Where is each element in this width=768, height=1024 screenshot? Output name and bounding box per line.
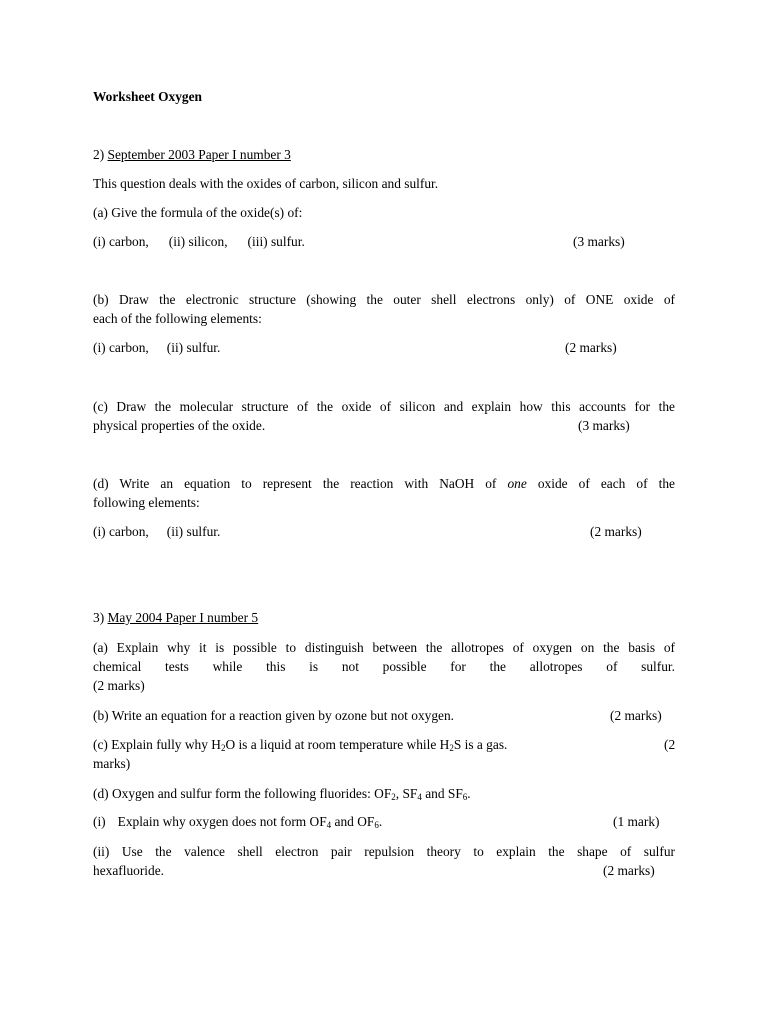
q3di-label: (i) xyxy=(93,814,106,829)
q3-source: May 2004 Paper I number 5 xyxy=(107,610,259,625)
q2b-item: (i) carbon, xyxy=(93,340,149,355)
q2b-line1: (b) Draw the electronic structure (showing the outer shell electrons only) of ONE oxide of xyxy=(93,292,675,307)
q2a-item: (iii) sulfur. xyxy=(247,234,305,249)
q3di-part: . xyxy=(378,814,383,829)
q3a-line2: chemical tests while this is not possible for the allotropes of sulfur. xyxy=(93,659,675,674)
q2d-line2: following elements: xyxy=(93,495,200,510)
q3c-part: O is a liquid at room temperature while H xyxy=(225,737,450,752)
q3b-marks: (2 marks) xyxy=(610,708,662,723)
q2-intro: This question deals with the oxides of carbon, silicon and sulfur. xyxy=(93,176,439,191)
q3b-text: (b) Write an equation for a reaction given by ozone but not oxygen. xyxy=(93,708,455,723)
q3dii-line2: hexafluoride. xyxy=(93,863,165,878)
q3c-marks-close: marks) xyxy=(93,756,131,771)
q2a-item: (i) carbon, xyxy=(93,234,149,249)
q3di-marks: (1 mark) xyxy=(613,814,660,829)
q2d-item: (ii) sulfur. xyxy=(166,524,221,539)
q2a-item: (ii) silicon, xyxy=(168,234,228,249)
q2d-line1-end: oxide of each of the xyxy=(537,476,675,491)
q2-number: 2) xyxy=(93,147,105,162)
q2a-text: (a) Give the formula of the oxide(s) of: xyxy=(93,205,303,220)
q3d-part: . xyxy=(467,786,471,801)
q3c-part: S is a gas. xyxy=(453,737,508,752)
q3c-subscript: 2 xyxy=(220,743,226,753)
q2d-emphasis: one xyxy=(507,476,527,491)
q2d-items xyxy=(93,522,220,541)
q2b-line2: each of the following elements: xyxy=(93,311,262,326)
q3d-part: , SF xyxy=(395,786,418,801)
q2c-line2: physical properties of the oxide. xyxy=(93,418,266,433)
q3-heading xyxy=(93,608,258,627)
q2d-line1-start: (d) Write an equation to represent the reaction with NaOH of xyxy=(93,476,497,491)
q2c-line1: (c) Draw the molecular structure of the oxide of silicon and explain how this accounts for the xyxy=(93,399,675,414)
q3di-text xyxy=(93,812,382,831)
q3-number: 3) xyxy=(93,610,105,625)
q3d-part: (d) Oxygen and sulfur form the following fluorides: OF xyxy=(93,786,392,801)
q2-heading xyxy=(93,145,291,164)
q3d-subscript: 6 xyxy=(462,792,468,802)
q2a-items xyxy=(93,232,305,251)
q2-source: September 2003 Paper I number 3 xyxy=(107,147,291,162)
q2b-marks: (2 marks) xyxy=(565,340,617,355)
q3dii-line1: (ii) Use the valence shell electron pair repulsion theory to explain the shape of sulfur xyxy=(93,844,675,859)
q3di-part: and OF xyxy=(331,814,375,829)
q3d-text xyxy=(93,784,471,803)
q3d-subscript: 2 xyxy=(391,792,396,802)
q3c-subscript: 2 xyxy=(449,743,454,753)
q3c-part: (c) Explain fully why H xyxy=(93,737,221,752)
q2b-item: (ii) sulfur. xyxy=(166,340,221,355)
q2d-line1 xyxy=(93,474,675,493)
page-title: Worksheet Oxygen xyxy=(93,89,202,104)
q2a-marks: (3 marks) xyxy=(573,234,625,249)
q3d-part: and SF xyxy=(421,786,463,801)
q3d-subscript: 4 xyxy=(417,792,422,802)
q3a-line1: (a) Explain why it is possible to distinguish between the allotropes of oxygen on the basis of xyxy=(93,640,675,655)
q3di-subscript: 6 xyxy=(374,820,379,830)
q3c-marks-open: (2 xyxy=(664,737,676,752)
q2d-item: (i) carbon, xyxy=(93,524,149,539)
q3di-part: Explain why oxygen does not form OF xyxy=(117,814,327,829)
q3c-text xyxy=(93,735,507,754)
q3di-subscript: 4 xyxy=(326,820,332,830)
q2d-marks: (2 marks) xyxy=(590,524,642,539)
q2c-marks: (3 marks) xyxy=(578,418,630,433)
q3a-marks: (2 marks) xyxy=(93,678,145,693)
q3dii-marks: (2 marks) xyxy=(603,863,655,878)
q2b-items xyxy=(93,338,220,357)
